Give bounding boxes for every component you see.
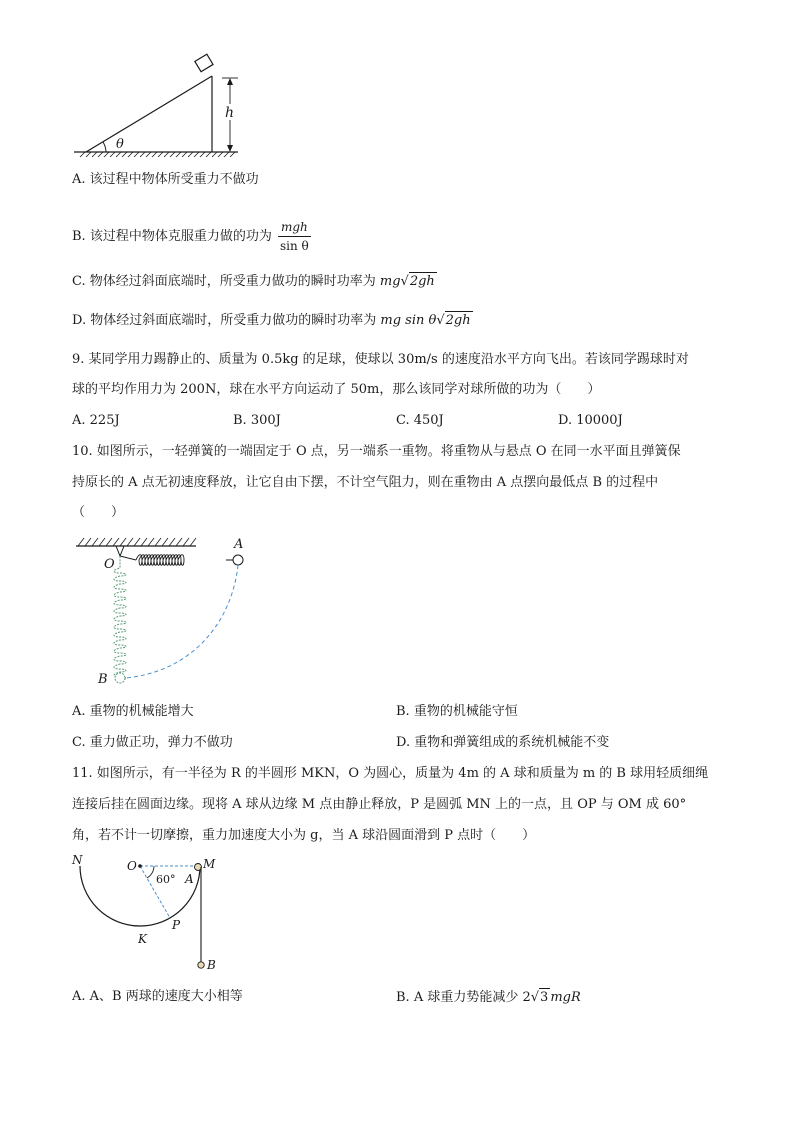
center-point	[138, 864, 142, 868]
q10-option-d: D. 重物和弹簧组成的系统机械能不变	[396, 735, 610, 750]
q11-option-a: A. A、B 两球的速度大小相等	[72, 989, 243, 1004]
ground-hatching	[80, 152, 235, 157]
q8-option-d: D. 物体经过斜面底端时，所受重力做功的瞬时功率为 mg sin θ√2gh	[72, 313, 471, 328]
label-n: N	[72, 853, 83, 867]
fraction-numerator: mgh	[278, 218, 311, 237]
q8-option-d-expr: mg sin θ	[380, 313, 437, 328]
q10-line-2: 持原长的 A 点无初速度释放，让它自由下摆，不计空气阻力，则在重物由 A 点摆向最低点 B 的过程中	[72, 475, 659, 490]
q8-option-c-text: C. 物体经过斜面底端时，所受重力做功的瞬时功率为	[72, 274, 376, 289]
q8-option-c: C. 物体经过斜面底端时，所受重力做功的瞬时功率为 mg√2gh	[72, 274, 435, 289]
q10-line-1: 10. 如图所示，一轻弹簧的一端固定于 O 点，另一端系一重物。将重物从与悬点 O 在同一水平面且弹簧保	[72, 444, 681, 459]
label-o: O	[127, 859, 137, 873]
label-m: M	[203, 857, 216, 871]
q11-line-3: 角，若不计一切摩擦，重力加速度大小为 g，当 A 球沿圆面滑到 P 点时（ ）	[72, 828, 536, 843]
q8-option-d-radicand: 2gh	[445, 313, 471, 328]
label-a: A	[185, 872, 194, 886]
q9-option-c: C. 450J	[396, 413, 444, 428]
q9-option-a: A. 225J	[72, 413, 120, 428]
label-k: K	[138, 932, 147, 946]
height-arrow-up	[227, 78, 233, 85]
angle-arc	[103, 142, 106, 152]
angle-arc-60	[147, 866, 154, 878]
q11-option-b-suffix: mgR	[550, 990, 581, 1005]
q11-line-2: 连接后挂在圆面边缘。现将 A 球从边缘 M 点由静止释放，P 是圆弧 MN 上的一点，且 OP 与 OM 成 60°	[72, 797, 687, 812]
q8-option-c-expr: mg	[379, 274, 401, 289]
q11-option-b: B. A 球重力势能减少 2√3 mgR	[396, 990, 581, 1005]
q9-option-b: B. 300J	[233, 413, 281, 428]
q10-option-c: C. 重力做正功，弹力不做功	[72, 735, 233, 750]
semicircle-arc	[80, 866, 200, 926]
spring-figure	[72, 532, 262, 692]
q9-line-1: 9. 某同学用力踢静止的、质量为 0.5kg 的足球，使球以 30m/s 的速度沿水平方向飞出。若该同学踢球时对	[72, 352, 689, 367]
q9-line-2: 球的平均作用力为 200N，球在水平方向运动了 50m，那么该同学对球所做的功为（ ）	[72, 382, 601, 397]
height-arrow-down	[227, 145, 233, 152]
label-b: B	[98, 672, 108, 687]
q8-option-c-radicand: 2gh	[409, 274, 435, 289]
pivot-mount	[116, 546, 124, 556]
incline-slope	[86, 76, 212, 152]
block	[195, 54, 213, 71]
theta-label: θ	[116, 137, 124, 152]
ball-b	[198, 962, 204, 968]
semicircle-figure	[72, 852, 232, 982]
q10-option-a: A. 重物的机械能增大	[72, 704, 194, 719]
ceiling-hatching	[78, 538, 196, 546]
h-label: h	[225, 105, 235, 121]
q8-option-b-text: B. 该过程中物体克服重力做的功为	[72, 229, 272, 244]
q8-option-a: A. 该过程中物体所受重力不做功	[72, 172, 259, 187]
fraction-denominator: sin θ	[279, 239, 309, 253]
label-b: B	[207, 958, 216, 972]
mass-at-b	[115, 673, 125, 683]
q11-option-b-text: B. A 球重力势能减少 2	[396, 990, 531, 1005]
q8-option-b-fraction	[278, 218, 311, 255]
label-a: A	[234, 537, 244, 552]
label-angle: 60°	[156, 873, 176, 886]
q8-option-b	[72, 218, 311, 255]
label-p: P	[172, 918, 181, 932]
label-o: O	[104, 557, 115, 572]
vertical-spring	[114, 556, 126, 680]
q11-option-b-radicand: 3	[540, 990, 549, 1005]
swing-trajectory	[125, 565, 238, 678]
mass-at-a	[233, 555, 243, 565]
q11-line-1: 11. 如图所示，有一半径为 R 的半圆形 MKN，O 为圆心，质量为 4m 的 A 球和质量为 m 的 B 球用轻质细绳	[72, 766, 709, 781]
incline-figure	[72, 62, 252, 162]
q10-line-3: （ ）	[72, 505, 125, 520]
horizontal-spring	[136, 555, 184, 566]
q10-option-b: B. 重物的机械能守恒	[396, 704, 518, 719]
q8-option-d-text: D. 物体经过斜面底端时，所受重力做功的瞬时功率为	[72, 313, 377, 328]
q9-option-d: D. 10000J	[558, 413, 623, 428]
